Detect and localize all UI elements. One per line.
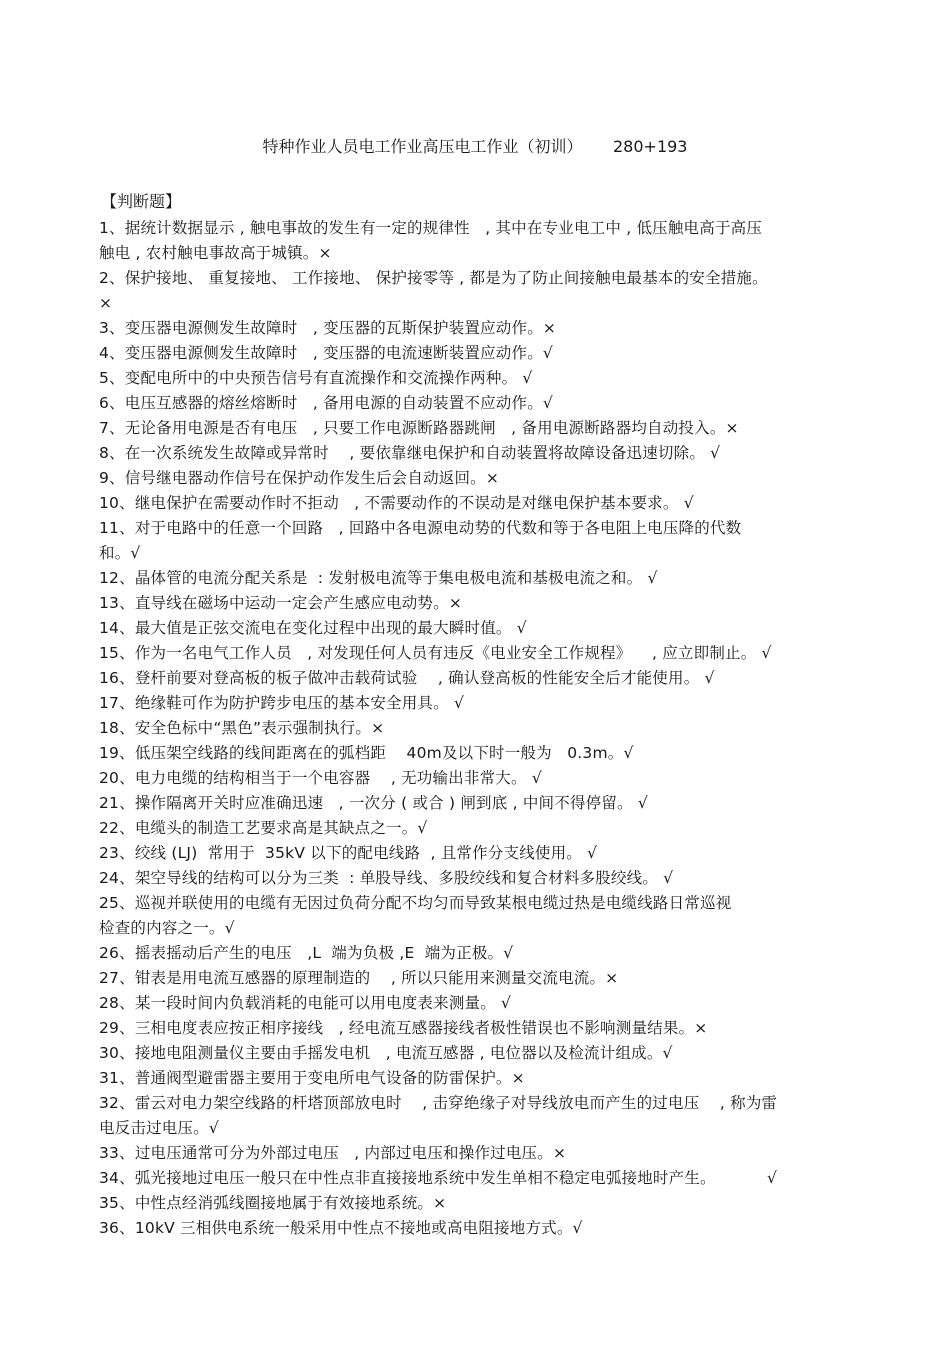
question-line: 29、三相电度表应按正相序接线 , 经电流互感器接线者极性错误也不影响测量结果。× <box>99 1019 708 1037</box>
question-line: 25、巡视并联使用的电缆有无因过负荷分配不均匀而导致某根电缆过热是电缆线路日常巡视 <box>99 894 732 912</box>
question-line: 21、操作隔离开关时应准确迅速 , 一次分 ( 或合 ) 闸到底 , 中间不得停留。 √ <box>99 794 648 812</box>
question-line: 33、过电压通常可分为外部过电压 , 内部过电压和操作过电压。× <box>99 1144 567 1162</box>
question-line: 电反击过电压。√ <box>99 1119 219 1137</box>
section-heading: 【判断题】 <box>101 192 182 211</box>
question-line: 6、电压互感器的熔丝熔断时 , 备用电源的自动装置不应动作。√ <box>99 394 553 412</box>
question-line: 31、普通阀型避雷器主要用于变电所电气设备的防雷保护。× <box>99 1069 525 1087</box>
question-line: 17、绝缘鞋可作为防护跨步电压的基本安全用具。 √ <box>99 694 465 712</box>
question-line: 19、低压架空线路的线间距离在的弧档距 40m及以下时一般为 0.3m。√ <box>99 744 634 762</box>
question-line: 触电 , 农村触电事故高于城镇。× <box>99 244 332 262</box>
question-line: 2、保护接地、 重复接地、 工作接地、 保护接零等 , 都是为了防止间接触电最基本的安全措施。 <box>99 269 768 287</box>
question-line: 8、在一次系统发生故障或异常时 , 要依靠继电保护和自动装置将故障设备迅速切除。 √ <box>99 444 721 462</box>
question-line: 22、电缆头的制造工艺要求高是其缺点之一。√ <box>99 819 428 837</box>
question-line: 35、中性点经消弧线圈接地属于有效接地系统。× <box>99 1194 447 1212</box>
question-line: 11、对于电路中的任意一个回路 , 回路中各电源电动势的代数和等于各电阻上电压降的代数 <box>99 519 742 537</box>
question-line: 30、接地电阻测量仪主要由手摇发电机 , 电流互感器 , 电位器以及检流计组成。√ <box>99 1044 673 1062</box>
question-line: 1、据统计数据显示 , 触电事故的发生有一定的规律性 , 其中在专业电工中 , 低压触电高于高压 <box>99 219 763 237</box>
question-line: 16、登杆前要对登高板的板子做冲击载荷试验 , 确认登高板的性能安全后才能使用。 √ <box>99 669 715 687</box>
question-line: 10、继电保护在需要动作时不拒动 , 不需要动作的不误动是对继电保护基本要求。 √ <box>99 494 694 512</box>
question-line: 15、作为一名电气工作人员 , 对发现任何人员有违反《电业安全工作规程》 , 应立即制止。 √ <box>99 644 772 662</box>
question-line: 13、直导线在磁场中运动一定会产生感应电动势。× <box>99 594 463 612</box>
question-line: 12、晶体管的电流分配关系是 : 发射极电流等于集电极电流和基极电流之和。 √ <box>99 569 658 587</box>
question-line: 32、雷云对电力架空线路的杆塔顶部放电时 , 击穿绝缘子对导线放电而产生的过电压 , 称为雷 <box>99 1094 778 1112</box>
question-line: 27、钳表是用电流互感器的原理制造的 , 所以只能用来测量交流电流。× <box>99 969 619 987</box>
question-line: 14、最大值是正弦交流电在变化过程中出现的最大瞬时值。 √ <box>99 619 527 637</box>
question-line: 4、变压器电源侧发生故障时 , 变压器的电流速断装置应动作。√ <box>99 344 553 362</box>
question-line: 5、变配电所中的中央预告信号有直流操作和交流操作两种。 √ <box>99 369 533 387</box>
question-line: 36、10kV 三相供电系统一般采用中性点不接地或高电阻接地方式。√ <box>99 1219 583 1237</box>
question-line: 34、弧光接地过电压一般只在中性点非直接接地系统中发生单相不稳定电弧接地时产生。 √ <box>99 1169 778 1187</box>
document-title: 特种作业人员电工作业高压电工作业（初训） 280+193 <box>262 137 688 156</box>
question-line: 24、架空导线的结构可以分为三类 : 单股导线、多股绞线和复合材料多股绞线。 √ <box>99 869 674 887</box>
question-line: 3、变压器电源侧发生故障时 , 变压器的瓦斯保护装置应动作。× <box>99 319 557 337</box>
question-line: 和。√ <box>99 544 141 562</box>
question-line: × <box>99 294 113 312</box>
question-line: 7、无论备用电源是否有电压 , 只要工作电源断路器跳闸 , 备用电源断路器均自动投入。× <box>99 419 739 437</box>
question-line: 18、安全色标中“黑色”表示强制执行。× <box>99 719 385 737</box>
question-line: 28、某一段时间内负载消耗的电能可以用电度表来测量。 √ <box>99 994 512 1012</box>
question-line: 9、信号继电器动作信号在保护动作发生后会自动返回。× <box>99 469 500 487</box>
question-line: 20、电力电缆的结构相当于一个电容器 , 无功输出非常大。 √ <box>99 769 542 787</box>
question-line: 26、摇表摇动后产生的电压 ,L 端为负极 ,E 端为正极。√ <box>99 944 514 962</box>
question-line: 检查的内容之一。√ <box>99 919 235 937</box>
question-line: 23、绞线 (LJ) 常用于 35kV 以下的配电线路 , 且常作分支线使用。 √ <box>99 844 598 862</box>
question-list <box>99 216 864 1241</box>
